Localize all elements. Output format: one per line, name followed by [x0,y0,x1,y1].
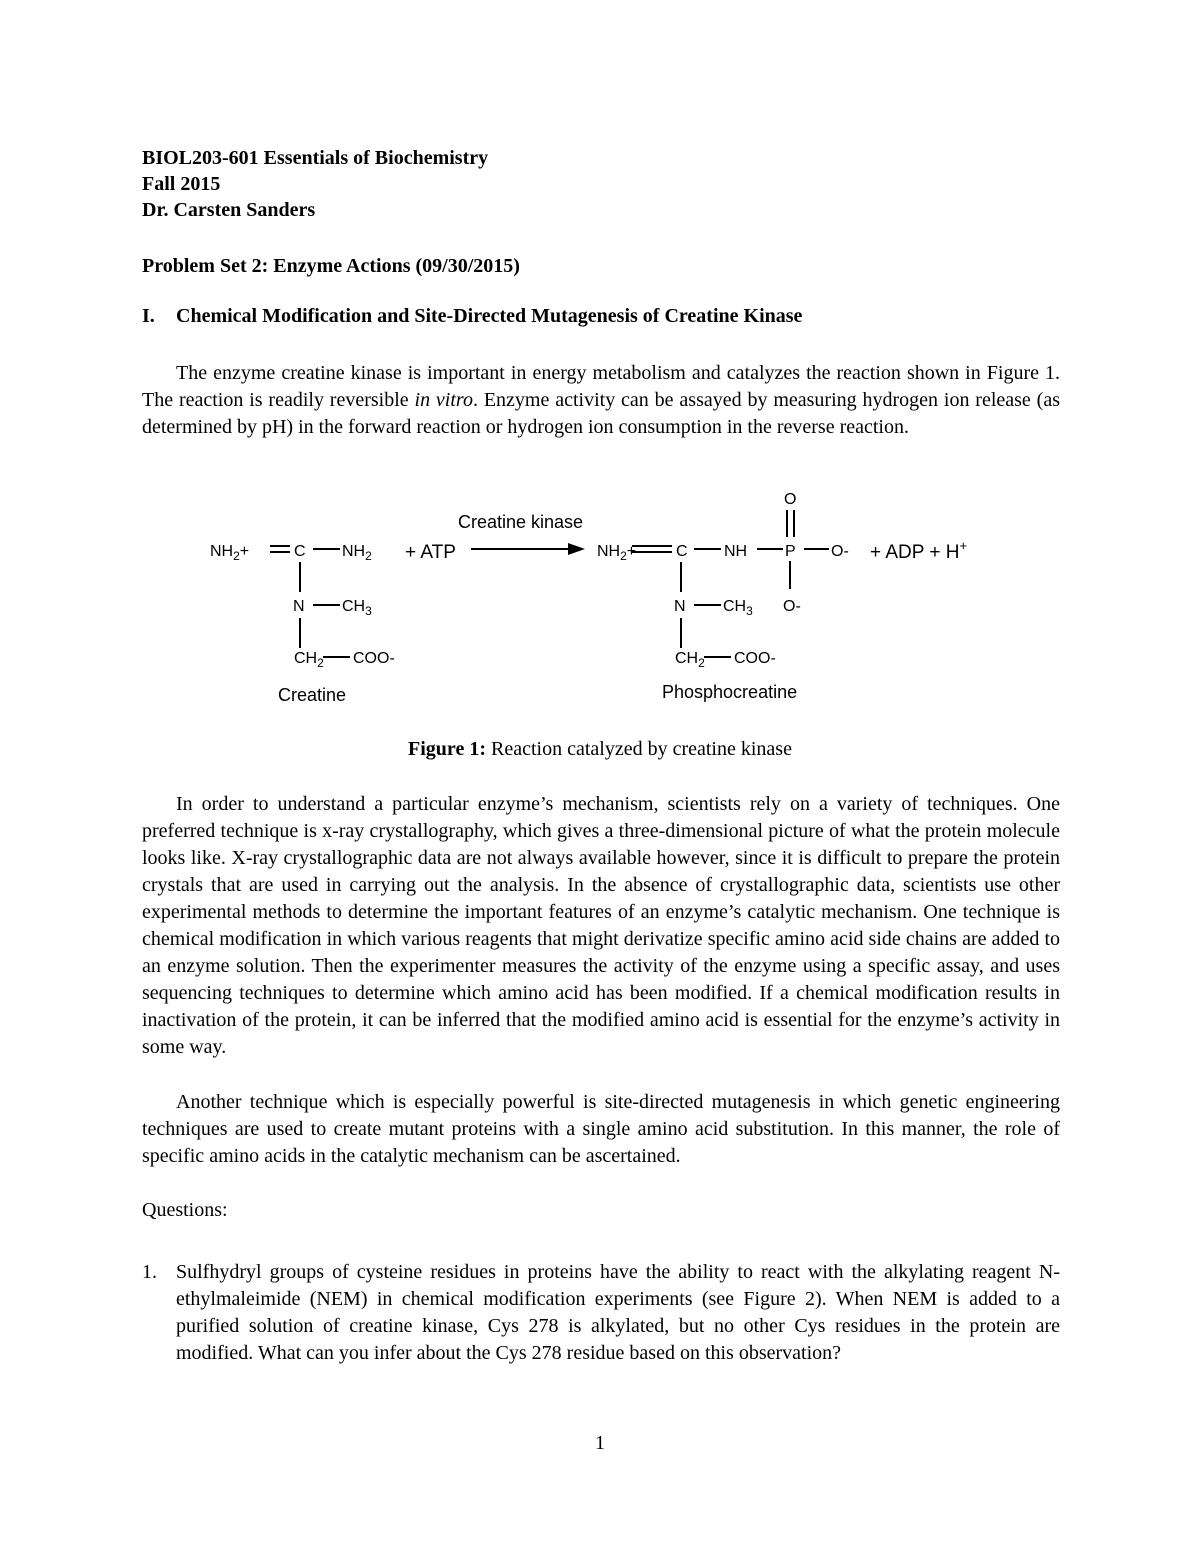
creatine-nh2-plus: $NH_2+$ [210,543,250,563]
pcr-n: N [674,598,686,615]
pcr-nh2-plus: $NH_2+$ [597,543,637,563]
body-paragraph-1: In order to understand a particular enzyme’s mechanism, scientists rely on a variety of techniques. One preferred technique is x-ray crystallography, which gives a three-dimensional picture of what the protein molecule looks like. X-ray crystallographic data are not always available however, since it is difficult to prepare the protein crystals that are used in carrying out the analysis. In the absence of crystallographic data, scientists use other experimental methods to determine the important features of an enzyme’s catalytic mechanism. One technique is chemical modification in which various reagents that might derivatize specific amino acid side chains are added to an enzyme solution. Then the experimenter measures the activity of the enzyme using a specific assay, and uses sequencing techniques to determine which amino acid has been modified. If a chemical modification results in inactivation of the protein, it can be inferred that the modified amino acid is essential for the enzyme’s activity in some way. [142,793,1060,1058]
plus-atp: + ATP [405,542,456,563]
questions-heading: Questions: [142,1199,228,1221]
creatine-nh2: $NH_2$ [342,543,372,563]
creatine-n: N [293,598,305,615]
creatine-c: C [294,543,306,560]
question-item [142,1259,1060,1367]
pcr-c: C [676,543,688,560]
phosphocreatine-name: Phosphocreatine [662,682,798,702]
pcr-ch3: $CH_3$ [723,598,753,618]
pcr-o-minus-down: O- [783,598,801,615]
reaction-arrow-icon [568,543,585,555]
section-number: I. [142,305,155,327]
term: Fall 2015 [142,173,221,195]
pcr-coo: COO- [734,650,776,667]
plus-adp-h: + ADP + H+ [870,538,968,563]
reaction-figure [190,480,1030,710]
creatine-name: Creatine [278,685,347,705]
creatine-coo: COO- [353,650,395,667]
creatine-ch3: $CH_3$ [342,598,372,618]
instructor: Dr. Carsten Sanders [142,199,316,221]
pcr-o-minus-right: O- [831,543,849,560]
page-number: 1 [595,1432,605,1454]
course-title: BIOL203-601 Essentials of Biochemistry [142,147,489,169]
caption-text: Reaction catalyzed by creatine kinase [485,738,792,760]
creatine-ch2: $CH_2$ [294,650,324,670]
section-title: Chemical Modification and Site-Directed Mutagenesis of Creatine Kinase [176,305,803,327]
intro-text-2: . Enzyme activity can be assayed by measuring hydrogen ion release (as determined by pH) in the forward reaction or hydrogen ion consumption in the reverse reaction. [142,389,1060,438]
intro-text-1: The enzyme creatine kinase is important in energy metabolism and catalyzes the reaction shown in Figure 1. The reaction is readily reversible [142,362,1060,411]
pcr-o-double: O [784,491,797,508]
question-number: 1. [142,1261,157,1283]
question-text: Sulfhydryl groups of cysteine residues in proteins have the ability to react with the alkylating reagent N-ethylmaleimide (NEM) in chemical modification experiments (see Figure 2). When NEM is added to a purified solution of creatine kinase, Cys 278 is alkylated, but no other Cys residues in the protein are modified. What can you infer about the Cys 278 residue based on this observation? [176,1261,1060,1364]
intro-italic: in vitro [414,389,473,411]
caption-label: Figure 1: [408,738,486,760]
pcr-ch2: $CH_2$ [675,650,705,670]
pcr-nh: NH [724,543,748,560]
intro-paragraph [142,360,1060,441]
figure-caption [0,738,1200,761]
enzyme-label: Creatine kinase [458,512,584,532]
problem-set-title: Problem Set 2: Enzyme Actions (09/30/2015) [142,255,520,277]
body-paragraph-2: Another technique which is especially powerful is site-directed mutagenesis in which genetic engineering techniques are used to create mutant proteins with a single amino acid substitution. In this manner, the role of specific amino acids in the catalytic mechanism can be ascertained. [142,1091,1060,1167]
section-heading [142,305,802,328]
pcr-p: P [785,543,796,560]
